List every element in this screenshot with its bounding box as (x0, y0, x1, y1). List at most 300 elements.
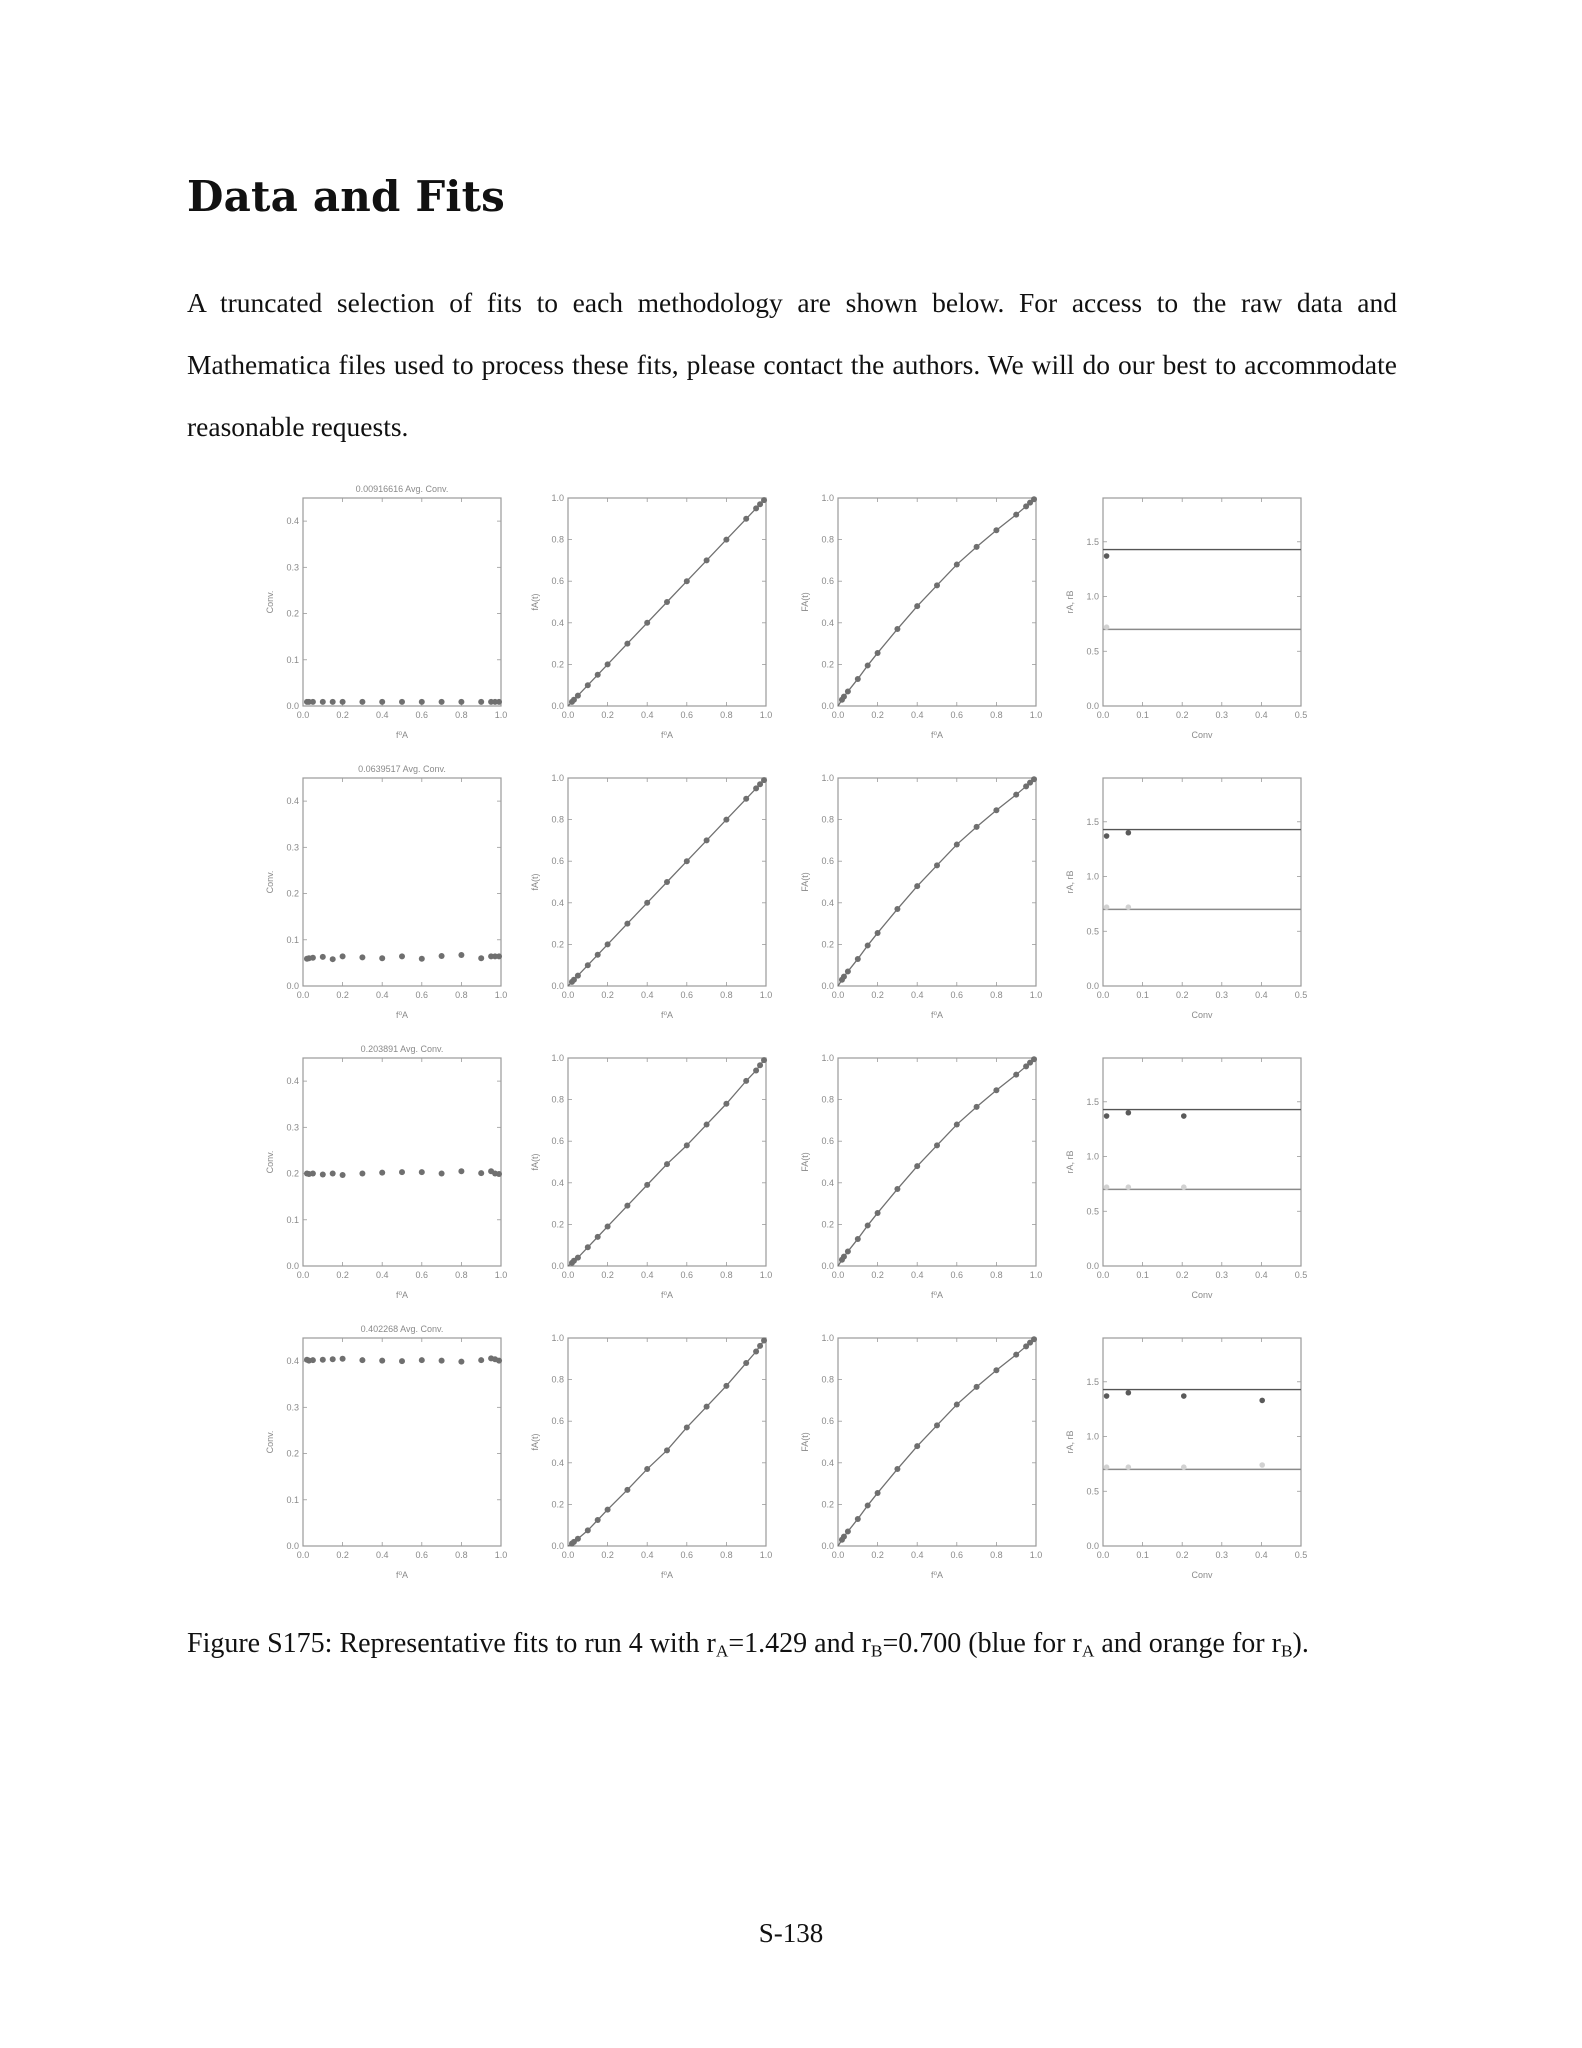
caption-sub: A (1081, 1641, 1095, 1661)
data-point (875, 650, 881, 656)
y-tick-label: 0.2 (551, 1219, 564, 1230)
plot-frame (1103, 498, 1301, 706)
data-point (704, 1122, 710, 1128)
data-point (855, 1236, 861, 1242)
data-point (761, 497, 767, 503)
data-point (704, 557, 710, 563)
data-point (605, 1223, 611, 1229)
y-tick-label: 0.0 (821, 701, 834, 711)
chart-conv-r2 (255, 758, 508, 1028)
data-point (359, 954, 365, 960)
y-axis-label: FA(t) (800, 1432, 810, 1452)
data-point (478, 699, 484, 705)
data-point (664, 879, 670, 885)
data-point (865, 662, 871, 668)
x-tick-label: 0.2 (1175, 1270, 1189, 1280)
x-tick-label: 0.3 (1215, 990, 1229, 1000)
caption-sub: A (715, 1641, 729, 1661)
x-axis-label: f⁰A (660, 1290, 674, 1300)
data-point (379, 955, 385, 961)
data-point (1013, 512, 1019, 518)
y-tick-label: 1.0 (1086, 871, 1099, 882)
x-axis-label: f⁰A (930, 1010, 944, 1020)
rB-point (1259, 1462, 1265, 1468)
chart-r-r1 (1055, 478, 1308, 748)
data-point (875, 930, 881, 936)
plot-frame (303, 498, 501, 706)
x-tick-label: 0.3 (1215, 1550, 1229, 1560)
x-tick-label: 1.0 (1029, 710, 1043, 720)
data-point (624, 921, 630, 927)
section-heading: Data and Fits (187, 172, 506, 221)
data-point (575, 693, 581, 699)
y-tick-label: 0.1 (286, 1494, 299, 1505)
data-point (875, 1210, 881, 1216)
x-tick-label: 0.2 (601, 1270, 614, 1280)
y-tick-label: 0.6 (551, 1136, 564, 1147)
data-point (865, 1222, 871, 1228)
x-tick-label: 1.0 (494, 990, 508, 1000)
x-tick-label: 0.6 (950, 710, 964, 720)
y-tick-label: 0.4 (821, 1177, 834, 1188)
data-point (841, 1254, 847, 1260)
x-tick-label: 0.0 (561, 990, 575, 1000)
data-point (1013, 1072, 1019, 1078)
data-point (595, 952, 601, 958)
x-tick-label: 1.0 (1029, 1270, 1043, 1280)
x-tick-label: 0.5 (1294, 990, 1308, 1000)
y-tick-label: 0.8 (821, 534, 834, 545)
rB-point (1181, 1464, 1187, 1470)
data-point (330, 1171, 336, 1177)
data-point (478, 1357, 484, 1363)
fit-line (838, 498, 1036, 706)
data-point (1031, 1336, 1037, 1342)
data-point (644, 620, 650, 626)
y-tick-label: 0.2 (286, 1448, 299, 1459)
x-tick-label: 0.0 (296, 710, 310, 720)
x-tick-label: 1.0 (494, 1550, 508, 1560)
data-point (320, 699, 326, 705)
x-tick-label: 0.4 (640, 1550, 654, 1560)
data-point (761, 1057, 767, 1063)
plot-frame (838, 778, 1036, 986)
x-tick-label: 0.0 (831, 710, 845, 720)
data-point (320, 1171, 326, 1177)
data-point (340, 953, 346, 959)
x-tick-label: 0.4 (640, 1270, 654, 1280)
x-tick-label: 0.2 (1175, 990, 1189, 1000)
data-point (575, 1536, 581, 1542)
page-number: S-138 (758, 1918, 824, 1948)
y-tick-label: 1.0 (551, 1053, 564, 1063)
y-axis-label: Conv. (265, 1150, 275, 1174)
plot-frame (568, 1338, 766, 1546)
plot-frame (838, 1058, 1036, 1266)
y-tick-label: 0.6 (821, 576, 834, 587)
x-axis-label: Conv (1191, 1290, 1213, 1300)
x-tick-label: 0.0 (1096, 710, 1110, 720)
x-tick-label: 1.0 (759, 1270, 773, 1280)
y-tick-label: 0.5 (1086, 646, 1099, 657)
chart-r-r3 (1055, 1038, 1308, 1308)
chart-r-r2 (1055, 758, 1308, 1028)
data-point (310, 699, 316, 705)
y-tick-label: 1.0 (821, 493, 834, 503)
data-point (330, 956, 336, 962)
data-point (761, 1337, 767, 1343)
data-point (684, 1142, 690, 1148)
data-point (914, 1163, 920, 1169)
x-tick-label: 0.4 (375, 990, 389, 1000)
chart-fA-r1 (520, 478, 773, 748)
y-axis-label: fA(t) (530, 1153, 540, 1171)
plot-frame (1103, 1338, 1301, 1546)
data-point (605, 941, 611, 947)
data-point (894, 1466, 900, 1472)
y-tick-label: 0.4 (551, 1177, 564, 1188)
y-tick-label: 0.0 (286, 981, 299, 991)
x-tick-label: 0.1 (1136, 1270, 1149, 1280)
y-tick-label: 1.0 (551, 1333, 564, 1343)
data-point (419, 956, 425, 962)
data-point (399, 699, 405, 705)
chart-FA-r2 (790, 758, 1043, 1028)
x-tick-label: 0.0 (561, 1550, 575, 1560)
data-point (439, 953, 445, 959)
data-point (855, 1516, 861, 1522)
data-point (1031, 496, 1037, 502)
data-point (664, 1447, 670, 1453)
data-point (379, 1358, 385, 1364)
y-tick-label: 0.8 (551, 814, 564, 825)
data-point (496, 1358, 502, 1364)
x-tick-label: 0.8 (455, 1550, 468, 1560)
chart-conv-r1 (255, 478, 508, 748)
y-tick-label: 0.2 (286, 888, 299, 899)
y-tick-label: 0.2 (286, 1168, 299, 1179)
data-point (379, 1170, 385, 1176)
intro-paragraph: A truncated selection of fits to each methodology are shown below. For access to the raw data and Mathematica files used to process these fits, please contact the authors. We will do our best to accommodate reasonable requests. (187, 287, 1397, 442)
x-tick-label: 0.0 (296, 1270, 310, 1280)
data-point (330, 699, 336, 705)
fit-line (838, 1058, 1036, 1266)
y-tick-label: 0.4 (286, 1076, 299, 1087)
chart-title: 0.00916616 Avg. Conv. (355, 484, 449, 494)
chart-conv-r4 (255, 1318, 508, 1588)
data-point (585, 1244, 591, 1250)
y-tick-label: 0.3 (286, 1402, 299, 1413)
data-point (993, 1367, 999, 1373)
data-point (684, 1424, 690, 1430)
x-tick-label: 0.8 (990, 990, 1003, 1000)
data-point (644, 1466, 650, 1472)
y-tick-label: 0.6 (551, 1416, 564, 1427)
rB-point (1104, 904, 1110, 910)
figure-grid (255, 478, 1340, 1603)
y-tick-label: 1.0 (821, 1053, 834, 1063)
y-tick-label: 0.0 (551, 701, 564, 711)
chart-fA-r4 (520, 1318, 773, 1588)
data-point (496, 1171, 502, 1177)
y-tick-label: 0.8 (551, 1094, 564, 1105)
y-tick-label: 0.8 (551, 1374, 564, 1385)
rB-point (1104, 1464, 1110, 1470)
data-point (723, 1101, 729, 1107)
x-tick-label: 0.5 (1294, 710, 1308, 720)
x-tick-label: 0.4 (640, 710, 654, 720)
y-axis-label: rA, rB (1065, 590, 1075, 614)
x-tick-label: 0.8 (455, 990, 468, 1000)
y-tick-label: 1.0 (1086, 1431, 1099, 1442)
plot-frame (1103, 778, 1301, 986)
data-point (585, 1527, 591, 1533)
y-tick-label: 0.0 (1086, 1541, 1099, 1551)
data-point (1013, 792, 1019, 798)
x-tick-label: 0.4 (375, 1270, 389, 1280)
x-axis-label: f⁰A (930, 1290, 944, 1300)
data-point (757, 1062, 763, 1068)
y-axis-label: rA, rB (1065, 1430, 1075, 1454)
y-tick-label: 0.6 (551, 856, 564, 867)
y-tick-label: 0.4 (551, 617, 564, 628)
y-tick-label: 0.1 (286, 654, 299, 665)
data-point (684, 858, 690, 864)
y-tick-label: 0.3 (286, 1122, 299, 1133)
data-point (757, 1343, 763, 1349)
y-tick-label: 0.0 (551, 1261, 564, 1271)
data-point (458, 699, 464, 705)
x-tick-label: 0.2 (601, 1550, 614, 1560)
data-point (845, 1528, 851, 1534)
data-point (855, 676, 861, 682)
chart-conv-r3 (255, 1038, 508, 1308)
rA-point (1126, 830, 1132, 836)
data-point (359, 1171, 365, 1177)
rA-point (1259, 1398, 1265, 1404)
data-point (595, 1517, 601, 1523)
x-axis-label: f⁰A (395, 1570, 409, 1580)
x-tick-label: 0.8 (720, 1270, 733, 1280)
data-point (439, 1358, 445, 1364)
data-point (954, 1122, 960, 1128)
data-point (310, 1171, 316, 1177)
y-tick-label: 0.4 (551, 1457, 564, 1468)
x-tick-label: 0.6 (950, 1270, 964, 1280)
y-tick-label: 1.5 (1086, 536, 1099, 547)
y-tick-label: 0.3 (286, 562, 299, 573)
y-axis-label: rA, rB (1065, 870, 1075, 894)
data-point (753, 1067, 759, 1073)
y-tick-label: 0.2 (551, 659, 564, 670)
y-tick-label: 0.0 (821, 1261, 834, 1271)
x-tick-label: 0.8 (720, 710, 733, 720)
x-tick-label: 0.4 (1255, 990, 1268, 1000)
data-point (993, 1087, 999, 1093)
data-point (934, 582, 940, 588)
data-point (605, 661, 611, 667)
data-point (585, 682, 591, 688)
x-tick-label: 0.8 (455, 710, 468, 720)
rA-point (1126, 1110, 1132, 1116)
data-point (478, 955, 484, 961)
chart-title: 0.203891 Avg. Conv. (360, 1044, 444, 1054)
y-tick-label: 0.0 (286, 1261, 299, 1271)
data-point (743, 1078, 749, 1084)
x-tick-label: 0.2 (871, 710, 884, 720)
rA-point (1181, 1393, 1187, 1399)
plot-frame (1103, 1058, 1301, 1266)
y-tick-label: 0.6 (821, 1136, 834, 1147)
x-axis-label: Conv (1191, 730, 1213, 740)
y-tick-label: 0.2 (551, 939, 564, 950)
x-tick-label: 0.0 (831, 1550, 845, 1560)
y-tick-label: 0.4 (286, 1356, 299, 1367)
data-point (664, 599, 670, 605)
x-axis-label: f⁰A (930, 1570, 944, 1580)
rB-point (1104, 624, 1110, 630)
y-tick-label: 0.4 (821, 1457, 834, 1468)
data-point (845, 1248, 851, 1254)
data-point (595, 672, 601, 678)
x-tick-label: 0.3 (1215, 1270, 1229, 1280)
data-point (458, 1359, 464, 1365)
data-point (624, 1203, 630, 1209)
data-point (330, 1356, 336, 1362)
data-point (753, 1349, 759, 1355)
caption-text: =0.700 (blue for r (882, 1628, 1082, 1659)
data-point (894, 1186, 900, 1192)
y-tick-label: 0.0 (286, 1541, 299, 1551)
x-tick-label: 0.4 (910, 1550, 924, 1560)
x-tick-label: 0.6 (415, 990, 429, 1000)
x-tick-label: 0.0 (296, 990, 310, 1000)
x-tick-label: 0.4 (1255, 1270, 1268, 1280)
y-tick-label: 1.0 (821, 1333, 834, 1343)
x-tick-label: 0.2 (336, 1270, 349, 1280)
data-point (974, 544, 980, 550)
y-axis-label: fA(t) (530, 873, 540, 891)
data-point (399, 1169, 405, 1175)
y-tick-label: 1.5 (1086, 1096, 1099, 1107)
data-point (974, 1104, 980, 1110)
x-tick-label: 0.4 (1255, 1550, 1268, 1560)
x-tick-label: 0.5 (1294, 1270, 1308, 1280)
y-tick-label: 0.2 (821, 1499, 834, 1510)
y-tick-label: 0.2 (821, 1219, 834, 1230)
data-point (855, 956, 861, 962)
y-axis-label: fA(t) (530, 593, 540, 611)
data-point (865, 942, 871, 948)
x-tick-label: 0.6 (680, 1270, 694, 1280)
x-tick-label: 0.6 (415, 1270, 429, 1280)
data-point (841, 694, 847, 700)
data-point (743, 516, 749, 522)
data-point (1013, 1352, 1019, 1358)
x-axis-label: Conv (1191, 1010, 1213, 1020)
x-tick-label: 0.0 (561, 710, 575, 720)
chart-title: 0.0639517 Avg. Conv. (358, 764, 446, 774)
x-axis-label: f⁰A (660, 730, 674, 740)
data-point (644, 900, 650, 906)
data-point (934, 1422, 940, 1428)
x-tick-label: 1.0 (1029, 1550, 1043, 1560)
data-point (743, 1360, 749, 1366)
x-axis-label: Conv (1191, 1570, 1213, 1580)
data-point (458, 1168, 464, 1174)
data-point (845, 688, 851, 694)
data-point (585, 962, 591, 968)
y-tick-label: 0.0 (551, 981, 564, 991)
data-point (624, 1487, 630, 1493)
data-point (974, 1384, 980, 1390)
y-tick-label: 1.0 (551, 493, 564, 503)
data-point (439, 699, 445, 705)
x-tick-label: 0.0 (831, 1270, 845, 1280)
data-point (1031, 1056, 1037, 1062)
data-point (359, 1357, 365, 1363)
data-point (875, 1490, 881, 1496)
x-tick-label: 1.0 (1029, 990, 1043, 1000)
data-point (723, 817, 729, 823)
y-tick-label: 0.0 (1086, 981, 1099, 991)
y-tick-label: 0.0 (286, 701, 299, 711)
fit-line (838, 778, 1036, 986)
x-tick-label: 0.4 (640, 990, 654, 1000)
x-tick-label: 0.6 (950, 990, 964, 1000)
data-point (458, 952, 464, 958)
y-tick-label: 1.0 (551, 773, 564, 783)
data-point (379, 699, 385, 705)
data-point (496, 699, 502, 705)
y-tick-label: 0.1 (286, 1214, 299, 1225)
x-tick-label: 0.8 (990, 1270, 1003, 1280)
x-tick-label: 0.4 (910, 710, 924, 720)
x-tick-label: 0.6 (680, 1550, 694, 1560)
x-tick-label: 0.2 (871, 990, 884, 1000)
chart-FA-r3 (790, 1038, 1043, 1308)
data-point (399, 1358, 405, 1364)
x-tick-label: 0.2 (336, 1550, 349, 1560)
rA-point (1104, 1393, 1110, 1399)
data-point (704, 837, 710, 843)
data-point (894, 906, 900, 912)
data-point (761, 777, 767, 783)
y-tick-label: 0.4 (286, 516, 299, 527)
data-point (320, 954, 326, 960)
data-point (954, 562, 960, 568)
data-point (419, 699, 425, 705)
data-point (310, 1357, 316, 1363)
x-tick-label: 0.1 (1136, 990, 1149, 1000)
data-point (914, 883, 920, 889)
x-tick-label: 0.2 (871, 1550, 884, 1560)
x-tick-label: 0.6 (415, 710, 429, 720)
caption-text: and orange for r (1094, 1628, 1281, 1659)
y-tick-label: 0.1 (286, 934, 299, 945)
data-point (845, 968, 851, 974)
x-axis-label: f⁰A (395, 730, 409, 740)
y-tick-label: 0.0 (1086, 701, 1099, 711)
y-tick-label: 1.5 (1086, 1376, 1099, 1387)
fit-line (838, 1338, 1036, 1546)
x-tick-label: 1.0 (494, 710, 508, 720)
x-tick-label: 0.8 (990, 710, 1003, 720)
y-axis-label: Conv. (265, 590, 275, 614)
y-tick-label: 0.5 (1086, 1206, 1099, 1217)
x-tick-label: 0.8 (720, 990, 733, 1000)
x-tick-label: 0.6 (950, 1550, 964, 1560)
